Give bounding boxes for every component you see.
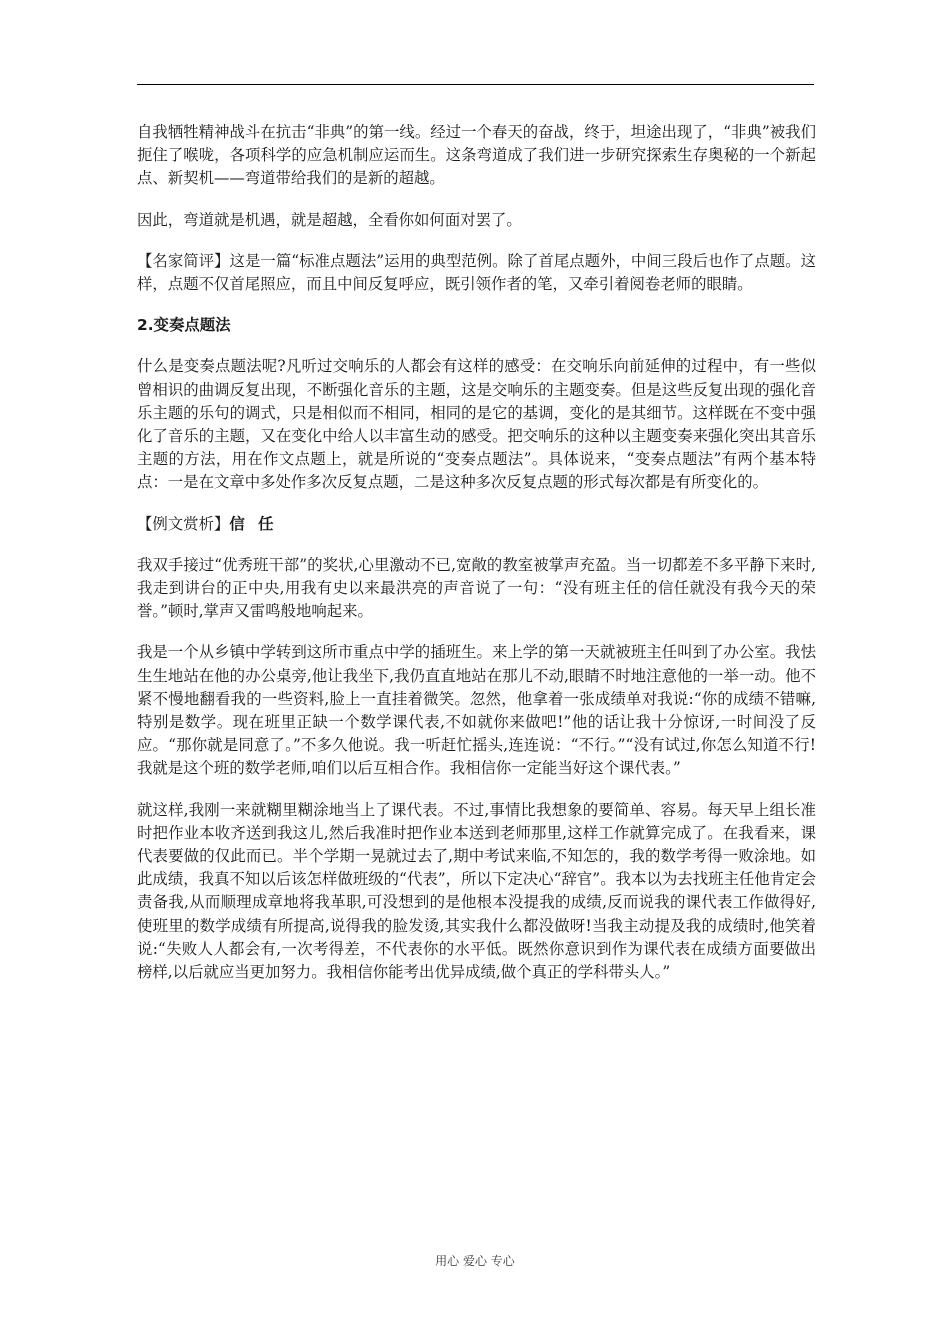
- paragraph: 自我牺牲精神战斗在抗击“非典”的第一线。经过一个春天的奋战，终于，坦途出现了，“非典”被我们扼住了喉咙，各项科学的应急机制应运而生。这条弯道成了我们进一步研究探索生存奥秘的一个新起点、新契机——弯道带给我们的是新的超越。: [137, 123, 816, 188]
- document-body: [137, 121, 816, 1002]
- example-heading: [137, 513, 816, 536]
- example-title: 信 任: [229, 514, 278, 533]
- paragraph: 什么是变奏点题法呢?凡听过交响乐的人都会有这样的感受：在交响乐向前延伸的过程中，有一些似曾相识的曲调反复出现，不断强化音乐的主题，这是交响乐的主题变奏。但是这些反复出现的强化音乐主题的乐句的调式，只是相似而不相同，相同的是它的基调，变化的是其细节。这样既在不变中强化了音乐的主题，又在变化中给人以丰富生动的感受。把交响乐的这种以主题变奏来强化突出其音乐主题的方法，用在作文点题上，就是所说的“变奏点题法”。具体说来，“变奏点题法”有两个基本特点：一是在文章中多处作多次反复点题，二是这种多次反复点题的形式每次都是有所变化的。: [137, 357, 816, 492]
- paragraph: 因此，弯道就是机遇，就是超越，全看你如何面对罢了。: [137, 210, 522, 229]
- paragraph: 就这样,我刚一来就糊里糊涂地当上了课代表。不过,事情比我想象的要简单、容易。每天早上组长准时把作业本收齐送到我这儿,然后我准时把作业本送到老师那里,这样工作就算完成了。在我看来，课代表要做的仅此而已。半个学期一晃就过去了,期中考试来临,不知怎的，我的数学考得一败涂地。如此成绩，我真不知以后该怎样做班级的“代表”，所以下定决心“辞官”。我本以为去找班主任他肯定会责备我,从而顺理成章地将我革职,可没想到的是他根本没提我的成绩,反而说我的课代表工作做得好,使班里的数学成绩有所提高,说得我的脸发烫,其实我什么都没做呀!当我主动提及我的成绩时,他笑着说:“失败人人都会有,一次考得差，不代表你的水平低。既然你意识到作为课代表在成绩方面要做出榜样,以后就应当更加努力。我相信你能考出优异成绩,做个真正的学科带头人。”: [137, 800, 816, 982]
- page-footer: 用心 爱心 专心: [435, 1254, 515, 1268]
- example-label: 【例文赏析】: [137, 514, 230, 533]
- paragraph: 我双手接过“优秀班干部”的奖状,心里激动不已,宽敞的教室被掌声充盈。当一切都差不多平静下来时,我走到讲台的正中央,用我有史以来最洪亮的声音说了一句：“没有班主任的信任就没有我今天的荣誉。”顿时,掌声又雷鸣般地响起来。: [137, 555, 816, 621]
- critique-paragraph: 【名家简评】这是一篇“标准点题法”运用的典型范例。除了首尾点题外，中间三段后也作了点题。这样，点题不仅首尾照应，而且中间反复呼应，既引领作者的笔，又牵引着阅卷老师的眼睛。: [137, 251, 816, 294]
- section-heading: 2.变奏点题法: [137, 316, 231, 335]
- paragraph: 我是一个从乡镇中学转到这所市重点中学的插班生。来上学的第一天就被班主任叫到了办公室。我怯生生地站在他的办公桌旁,他让我坐下,我仍直直地站在那儿不动,眼睛不时地注意他的一举一动。他不紧不慢地翻看我的一些资料,脸上一直挂着微笑。忽然，他拿着一张成绩单对我说:“你的成绩不错嘛,特别是数学。现在班里正缺一个数学课代表,不如就你来做吧!”他的话让我十分惊讶,一时间没了反应。“那你就是同意了。”不多久他说。我一听赶忙摇头,连连说：“不行。”“没有试过,你怎么知道不行!我就是这个班的数学老师,咱们以后互相合作。我相信你一定能当好这个课代表。”: [137, 643, 816, 778]
- header-rule: [137, 84, 814, 85]
